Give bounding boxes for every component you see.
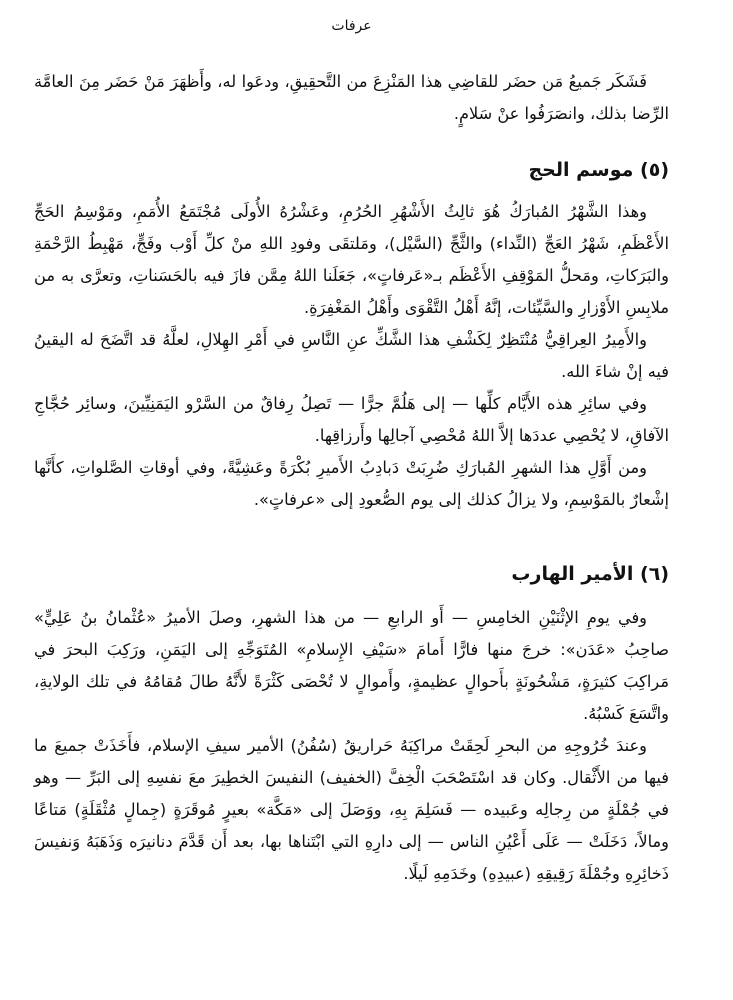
paragraph: وهذا الشَّهْرُ المُبارَكُ هُوَ ثالِثُ الأَشْهُرِ الحُرُمِ، وعَشْرُهُ الأُولَى مُجْتَمَعُ الأُمَمِ، ومَوْسِمُ الحَجِّ الأَعْظَمِ، شَهْرُ العَجِّ (النِّداء) والثَّجِّ (السَّيْل)، ومَلتقَى وفودِ اللهِ منْ كلِّ أَوْب وفَجٍّ، مَهْبِطُ الرَّحْمَةِ والبَرَكاتِ، ومَحلُّ المَوْقِفِ الأَعْظَم بـ«عَرفاتٍ»، جَعَلَنا اللهُ مِمَّن فازَ فيه بالحَسَناتِ، وتعرَّى به من ملابِسِ الأَوْزارِ والسَّيِّئات، إنَّهُ أَهْلُ التَّقْوَى وأَهْلُ المَغْفِرَةِ.	[34, 202, 669, 317]
section-heading: (٦) الأمير الهارب	[511, 563, 669, 585]
running-head: عرفات	[331, 18, 372, 34]
section-hajj-season	[34, 154, 669, 516]
paragraph: وفي سائِرِ هذه الأَيَّام كلِّها — إلى هَلُمَّ جرًّا — تَصِلُ رِفاقٌ من السَّرْو اليَمَنِيِّينَ، وسائِر حُجَّاجِ الآفاقِ، لا يُحْصِي عددَها إلاَّ اللهُ مُحْصِي آجالِها وأَرزاقِها.	[34, 394, 669, 445]
paragraph: والأَمِيرُ العِراقِيُّ مُنْتَظِرٌ لِكَشْفِ هذا الشَّكِّ عنِ النَّاسِ في أَمْرِ الهِلالِ، لعلَّهُ قد اتَّضَحَ له اليقينُ فيه إنْ شاءَ الله.	[34, 330, 669, 381]
section-heading: (٥) موسم الحج	[528, 159, 669, 181]
paragraph: وعندَ خُرُوجِهِ من البحرِ لَحِقَتْ مراكِبَهُ حَراريقُ (سُفُنُ) الأمير سيفِ الإسلام، فأَخَذَتْ جميعَ ما فيها من الأَثْقال. وكان قد اسْتَصْحَبَ الْخِفَّ (الخفيف) النفيسَ الخطِيرَ معَ نفسِهِ إلى البَرِّ — وهو في جُمْلَةٍ من رِجالِه وعَبيده — فَسَلِمَ بِهِ، ووَصَلَ إلى «مَكَّة» بعيرٍ مُوقَرَةٍ (جِمالٍ مُثْقَلَةٍ) مَتاعًا ومالاً، دَخَلَتْ — عَلَى أَعْيُنِ الناس — إلى دارِهِ التي ابْتَناها بها، بعد أَن قَدَّمَ دنانيرَه وَذَهَبَهُ وَنفيسَ ذَخائِرِهِ وجُمْلَةَ رَقِيقِهِ (عبيدِهِ) وخَدَمِهِ لَيلًا.	[34, 736, 669, 883]
section-fleeing-emir	[34, 558, 669, 890]
intro-paragraph: فَشَكَر جَميعُ مَن حضَر للقاضِي هذا المَنْزِعَ من التَّحقِيقِ، ودعَوا له، وأَظهَرَ مَنْ حَضَر مِنَ العامَّة الرِّضا بذلك، وانصَرَفُوا عنْ سَلامٍ.	[34, 72, 669, 123]
paragraph: ومن أَوَّلِ هذا الشهرِ المُبارَكِ ضُرِبَتْ دَبادِبُ الأَميرِ بُكْرَةً وعَشِيَّةً، وفي أوقاتِ الصَّلواتِ، كأَنَّها إشْعارٌ بالمَوْسِمِ، ولا يزالُ كذلك إلى يوم الصُّعودِ إلى «عرفاتٍ».	[34, 458, 669, 509]
paragraph: وفي يومِ الإثْنَيْنِ الخامِسِ — أَو الرابعِ — من هذا الشهرِ، وصلَ الأميرُ «عُثْمانُ بنُ عَلِيٍّ» صاحِبُ «عَدَن»: خرجَ منها فارًّا أَمامَ «سَيْفِ الإِسلامِ» المُتَوَجِّهِ إلى اليَمَنِ، ورَكِبَ البحرَ في مَراكِبَ كثيرَةٍ، مَشْحُونَةٍ بأَحوالٍ عظيمةٍ، وأَموالٍ لا تُحْصَى كَثْرَةً لأَنَّهُ طالَ مُقامُهُ في تلك الولايةِ، واتَّسَعَ كَسْبُهُ.	[34, 608, 669, 723]
